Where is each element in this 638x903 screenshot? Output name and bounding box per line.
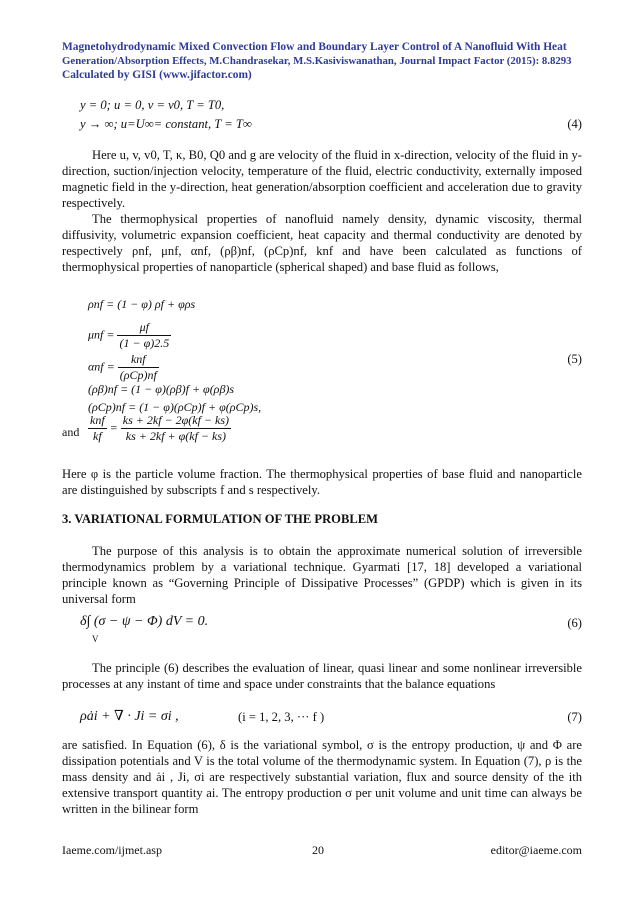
eq5-k-den: ks + 2kf + φ(kf − ks) xyxy=(125,429,227,443)
eq5-viscosity xyxy=(88,320,171,351)
eq5-heat-capacity: (ρCp)nf = (1 − φ)(ρCp)f + φ(ρCp)s, xyxy=(88,400,262,414)
eq5-mu-num: μf xyxy=(117,320,171,336)
paragraph-volume-fraction: Here φ is the particle volume fraction. The thermophysical properties of base fluid and nanoparticle are distinguished by subscripts f and s respectively. xyxy=(62,467,582,497)
eq5-k-equals: = xyxy=(109,420,118,435)
section-heading: 3. VARIATIONAL FORMULATION OF THE PROBLEM xyxy=(62,512,379,526)
eq5-k-lhs-den: kf xyxy=(93,429,102,443)
eq5-alpha-num: knf xyxy=(118,352,159,368)
eq6-expression: δ∫ (σ − ψ − Φ) dV = 0. xyxy=(80,614,209,629)
paragraph-definitions: are satisfied. In Equation (6), δ is the variational symbol, σ is the entropy production, ψ and Φ are dissipation potentials and V is the total volume of the thermodynamic system. In Equation (7), ρ is the mass density and ȧi , Ji, σi are respectively substantial variation, flux and source density of the ith extensive transport quantity ai. The entropy production σ per unit volume and unit time can always be written in the bilinear form xyxy=(62,738,582,816)
eq5-mu-lhs: μnf = xyxy=(88,327,115,342)
paragraph-principle: The principle (6) describes the evaluation of linear, quasi linear and some nonlinear irreversible processes at any instant of time and space under constraints that the balance equations xyxy=(62,661,582,691)
eq5-label: (5) xyxy=(567,352,582,366)
eq5-k-rhs-fraction xyxy=(121,413,231,444)
eq5-k-num: ks + 2kf − 2φ(kf − ks) xyxy=(122,413,230,427)
eq5-conductivity xyxy=(88,413,231,444)
header-line-1: Magnetohydrodynamic Mixed Convection Flow and Boundary Layer Control of A Nanofluid With Heat xyxy=(62,41,567,53)
eq4-label: (4) xyxy=(567,117,582,131)
running-header xyxy=(62,40,582,82)
footer-journal-url: Iaeme.com/ijmet.asp xyxy=(62,843,162,857)
eq7-expression: ρȧi + ∇ · Ji = σi , xyxy=(80,709,179,724)
eq5-k-lhs-fraction xyxy=(88,413,107,444)
header-line-2: Generation/Absorption Effects, M.Chandrasekar, M.S.Kasiviswanathan, Journal Impact Factor (2015): 8.8293 xyxy=(62,55,572,67)
bc-line-2: y → ∞; u=U∞= constant, T = T∞ xyxy=(80,117,252,131)
eq5-expansion: (ρβ)nf = (1 − φ)(ρβ)f + φ(ρβ)s xyxy=(88,382,235,396)
page-number: 20 xyxy=(312,843,324,857)
eq6-subscript: V xyxy=(92,634,99,644)
eq6-label: (6) xyxy=(567,616,582,630)
paragraph-variables: Here u, v, v0, T, κ, B0, Q0 and g are velocity of the fluid in x-direction, velocity of the fluid in y-direction, suction/injection velocity, temperature of the fluid, electric conductivity, externally imposed magnetic field in the y-direction, heat generation/absorption coefficient and acceleration due to gravity respectively. xyxy=(62,148,582,210)
eq7-range: (i = 1, 2, 3, ··· f ) xyxy=(238,710,325,724)
eq5-alpha-den: (ρCp)nf xyxy=(119,368,157,382)
paragraph-thermophysical: The thermophysical properties of nanofluid namely density, dynamic viscosity, thermal diffusivity, volumetric expansion coefficient, heat capacity and thermal conductivity are denoted by respectively ρnf, μnf, αnf, (ρβ)nf, (ρCp)nf, knf and have been calculated as functions of thermophysical properties of nanoparticle (spherical shaped) and base fluid as follows, xyxy=(62,212,582,274)
footer-email: editor@iaeme.com xyxy=(490,843,582,857)
eq5-k-lhs-num: knf xyxy=(90,413,105,427)
eq5-diffusivity xyxy=(88,352,159,383)
bc-line-1: y = 0; u = 0, v = v0, T = T0, xyxy=(80,98,225,112)
eq5-and: and xyxy=(62,425,80,439)
eq5-alpha-fraction xyxy=(118,352,159,383)
eq5-density: ρnf = (1 − φ) ρf + φρs xyxy=(88,297,196,311)
eq7-label: (7) xyxy=(567,710,582,724)
header-line-3: Calculated by GISI (www.jifactor.com) xyxy=(62,69,252,81)
paragraph-gpdp: The purpose of this analysis is to obtain the approximate numerical solution of irreversible thermodynamics problem by a variational technique. Gyarmati [17, 18] developed a variational principle known as “Governing Principle of Dissipative Processes” (GPDP) which is given in its universal form xyxy=(62,544,582,606)
eq5-mu-fraction xyxy=(117,320,171,351)
eq5-alpha-lhs: αnf = xyxy=(88,359,115,374)
eq5-mu-den: (1 − φ)2.5 xyxy=(119,336,170,350)
